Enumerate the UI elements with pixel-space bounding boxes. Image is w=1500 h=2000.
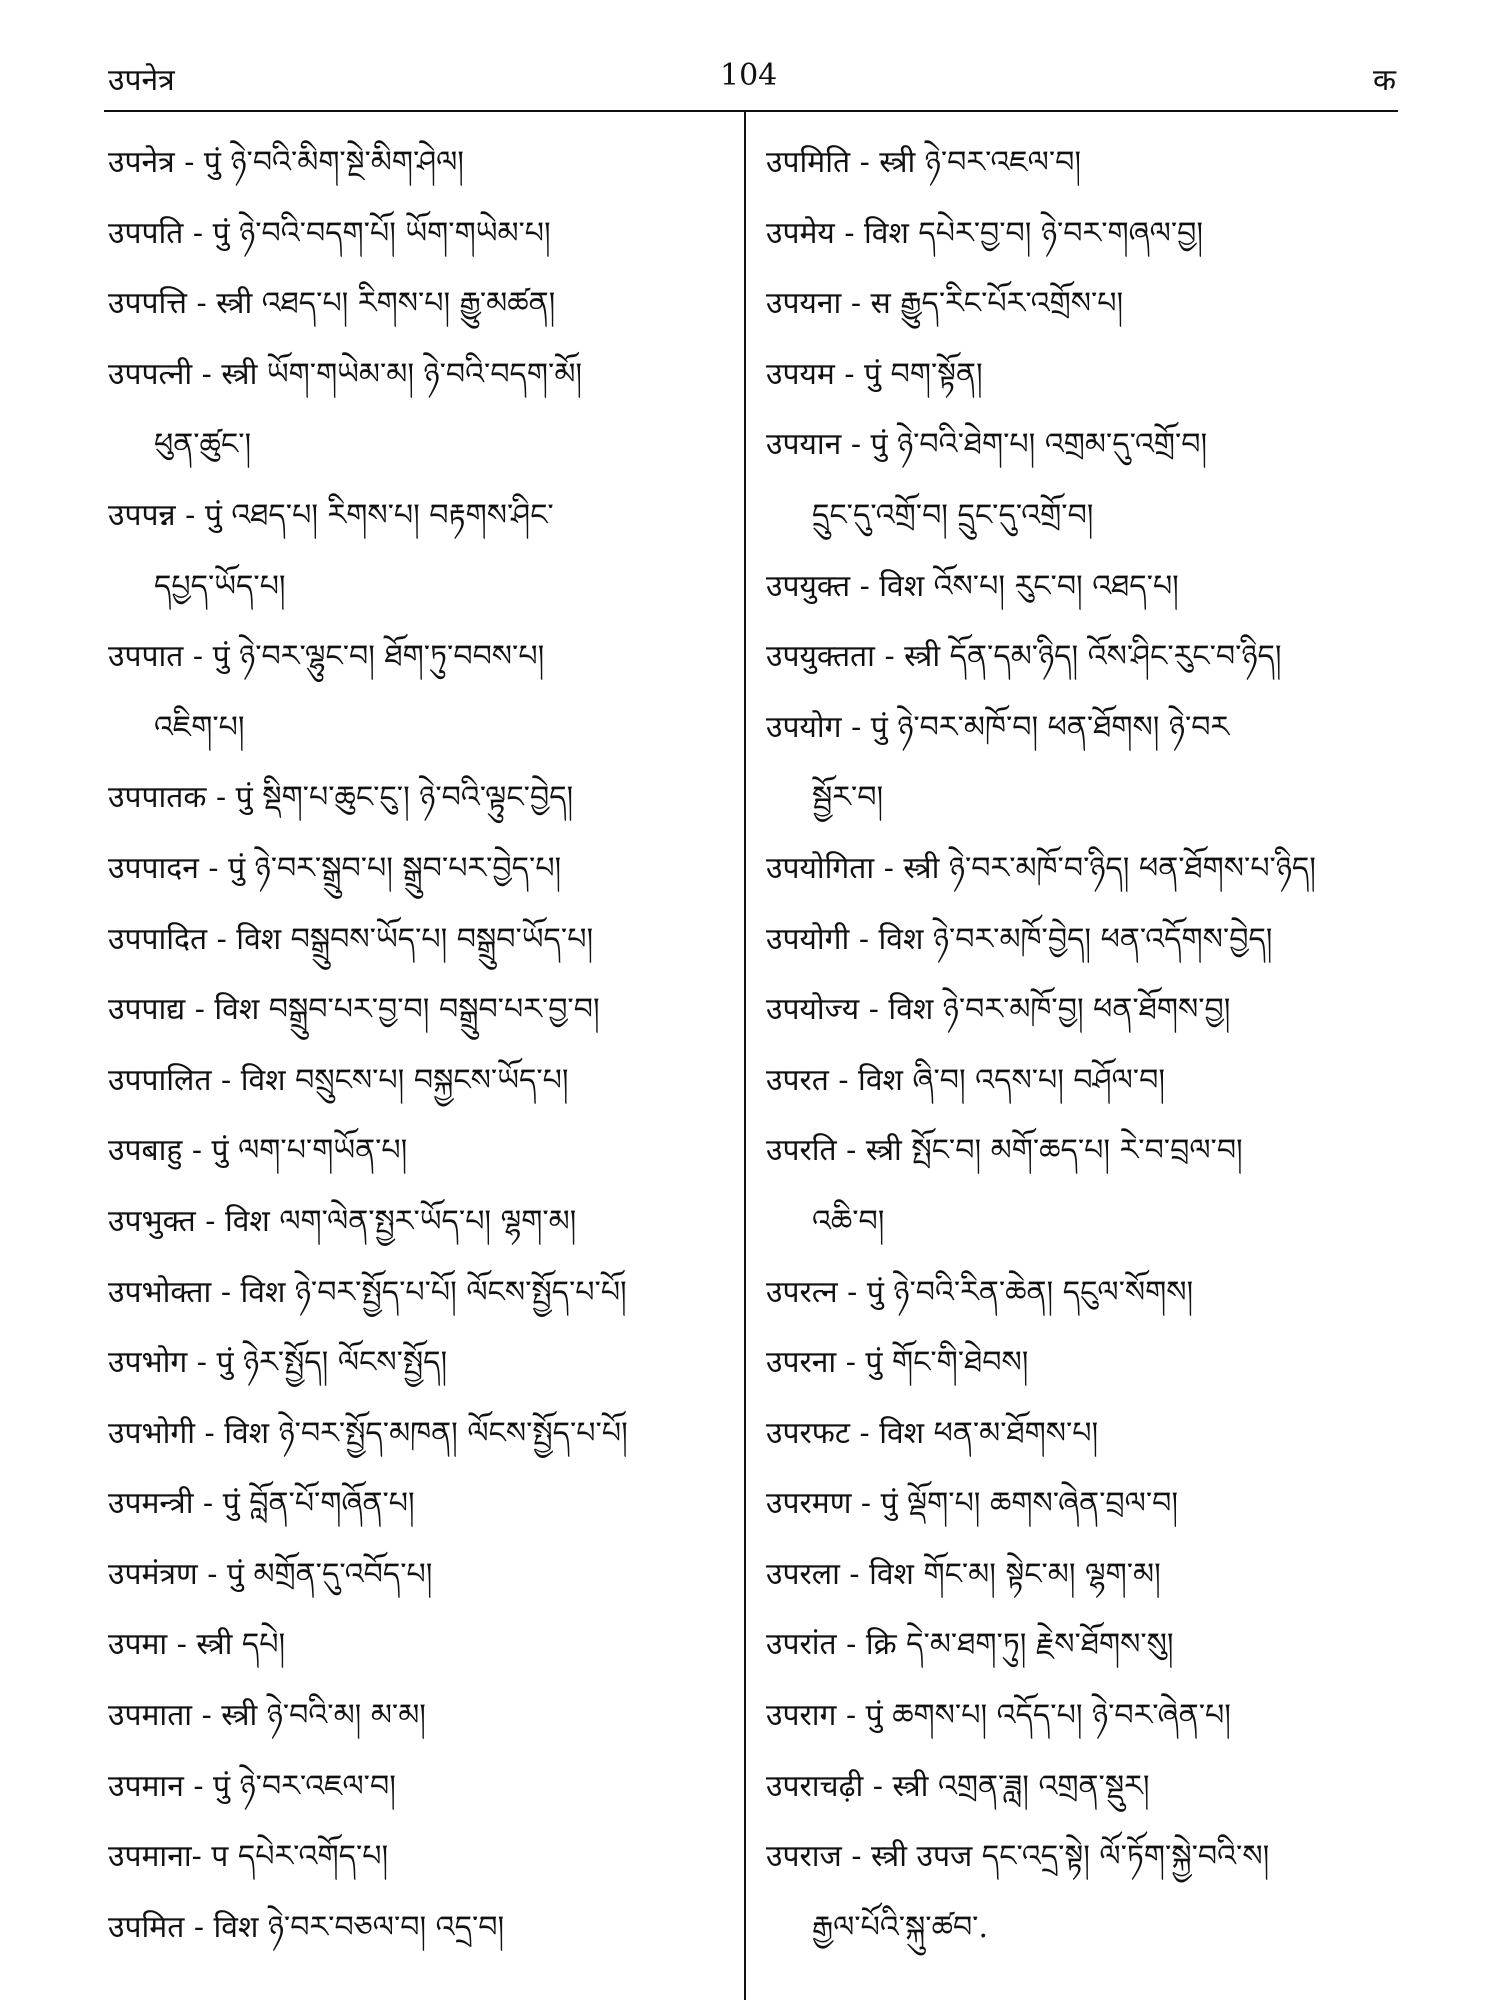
page-header — [104, 58, 1396, 108]
dictionary-entry: उपयोगी - विश ཉེ་བར་མཁོ་བྱེད། ཕན་འདོགས་བྱེད། — [766, 921, 1273, 957]
dictionary-entry: उपयोग - पुं ཉེ་བར་མཁོ་བ། ཕན་ཐོགས། ཉེ་བར — [766, 709, 1230, 745]
dictionary-entry: उपराग - पुं ཆགས་པ། འདོད་པ། ཉེ་བར་ཞེན་པ། — [766, 1698, 1231, 1734]
left-column — [108, 128, 728, 1963]
dictionary-entry: उपपन्न - पुं འཐད་པ། རིགས་པ། བརྟགས་ཤིང་ — [108, 497, 554, 533]
page-number: 104 — [720, 58, 778, 93]
dictionary-entry: उपमन्त्री - पुं བློན་པོ་གཞོན་པ། — [108, 1486, 415, 1522]
dictionary-entry: उपनेत्र - पुं ཉེ་བའི་མིག་སྔེ་མིག་ཤེལ། — [108, 145, 464, 180]
dictionary-entry: उपराज - स्त्री उपज དང་འདྲ་སྟེ། ལོ་ཏོག་སྐྱེ་བའི་ས། — [766, 1839, 1270, 1875]
dictionary-entry: उपपत्नी - स्त्री ཡོག་གཡེམ་མ། ཉེ་བའི་བདག་མོ། — [108, 356, 583, 392]
dictionary-entry: उपरांत - क्रि དེ་མ་ཐག་ཏུ། རྗེས་ཐོགས་སུ། — [766, 1627, 1174, 1663]
dictionary-entry: उपपत्ति - स्त्री འཐད་པ། རིགས་པ། རྒྱུ་མཚན། — [108, 286, 556, 322]
column-divider — [744, 112, 746, 2000]
dictionary-entry: उपभोग - पुं ཉེར་སྤྱོད། ལོངས་སྤྱོད། — [108, 1345, 448, 1381]
entry-continuation: ཕུན་ཚུང་། — [154, 427, 252, 463]
dictionary-entry: उपपादन - पुं ཉེ་བར་སྒྲུབ་པ། སྒྲུབ་པར་བྱེད་པ། — [108, 850, 562, 886]
dictionary-entry: उपभोक्ता - विश ཉེ་བར་སྤྱོད་པ་པོ། ལོངས་སྤྱོད་པ་པོ། — [108, 1274, 627, 1310]
dictionary-entry: उपरत - विश ཞི་བ། འདས་པ། བཤོལ་བ། — [766, 1062, 1165, 1098]
dictionary-entry: उपमाता - स्त्री ཉེ་བའི་མ། མ་མ། — [108, 1698, 426, 1734]
entry-continuation: འཆི་བ། — [812, 1203, 885, 1239]
dictionary-entry: उपराचढ़ी - स्त्री འགྲན་ཟླ། འགྲན་སྡུར། — [766, 1768, 1150, 1804]
dictionary-entry: उपरमण - पुं ལྡོག་པ། ཆགས་ཞེན་བྲལ་བ། — [766, 1486, 1179, 1522]
dictionary-entry: उपपात - पुं ཉེ་བར་ལྷུང་བ། ཐོག་ཏུ་བབས་པ། — [108, 639, 545, 675]
entry-continuation: སྦྱོར་བ། — [812, 780, 884, 816]
running-head-left: उपनेत्र — [108, 63, 175, 98]
dictionary-entry: उपपति - पुं ཉེ་བའི་བདག་པོ། ཡོག་གཡེམ་པ། — [108, 215, 551, 251]
dictionary-entry: उपयना - स རྒྱུད་རིང་པོར་འགྲོས་པ། — [766, 286, 1124, 322]
entry-continuation: འཇིག་པ། — [154, 709, 245, 745]
dictionary-entry: उपपादित - विश བསྒྲུབས་ཡོད་པ། བསྒྲུབ་ཡོད་པ། — [108, 921, 594, 957]
entry-continuation: རྒྱལ་པོའི་སྐུ་ཚབ་. — [812, 1909, 989, 1945]
dictionary-entry: उपमंत्रण - पुं མགྲོན་དུ་འབོད་པ། — [108, 1556, 433, 1592]
dictionary-entry: उपरना - पुं གོང་གི་ཐེབས། — [766, 1345, 1029, 1381]
dictionary-entry: उपरफट - विश ཕན་མ་ཐོགས་པ། — [766, 1415, 1099, 1451]
dictionary-entry: उपपालित - विश བསྲུངས་པ། བསྐྱངས་ཡོད་པ། — [108, 1062, 569, 1098]
running-head-right: क — [1372, 63, 1396, 98]
dictionary-entry: उपमित - विश ཉེ་བར་བཅལ་བ། འདྲ་བ། — [108, 1909, 505, 1945]
dictionary-entry: उपयोज्य - विश ཉེ་བར་མཁོ་བྱ། ཕན་ཐོགས་བྱ། — [766, 992, 1231, 1028]
dictionary-entry: उपरत्न - पुं ཉེ་བའི་རིན་ཆེན། དངུལ་སོགས། — [766, 1274, 1194, 1310]
dictionary-entry: उपरति - स्त्री སྤོང་བ། མགོ་ཆད་པ། རེ་བ་བྲལ་བ། — [766, 1133, 1243, 1169]
dictionary-entry: उपरला - विश གོང་མ། སྟེང་མ། ལྷག་མ། — [766, 1556, 1161, 1592]
dictionary-entry: उपयुक्तता - स्त्री དོན་དམ་ཉིད། འོས་ཤིང་རུང་བ་ཉིད། — [766, 639, 1282, 675]
dictionary-entry: उपमा - स्त्री དཔེ། — [108, 1627, 286, 1663]
dictionary-entry: उपमिति - स्त्री ཉེ་བར་འཇལ་བ། — [766, 145, 1082, 180]
dictionary-entry: उपयान - पुं ཉེ་བའི་ཐེག་པ། འགྲམ་དུ་འགྲོ་བ། — [766, 427, 1208, 463]
dictionary-entry: उपमाना- प དཔེར་འགོད་པ། — [108, 1839, 389, 1875]
dictionary-entry: उपपातक - पुं སྡིག་པ་ཆུང་ངུ་། ཉེ་བའི་ལྟུང་བྱེད། — [108, 780, 574, 816]
right-column — [766, 128, 1396, 1963]
dictionary-entry: उपमेय - विश དཔེར་བྱ་བ། ཉེ་བར་གཞལ་བྱ། — [766, 215, 1204, 251]
dictionary-entry: उपयम - पुं བག་སྟོན། — [766, 356, 983, 392]
dictionary-entry: उपयोगिता - स्त्री ཉེ་བར་མཁོ་བ་ཉིད། ཕན་ཐོགས་པ་ཉིད། — [766, 850, 1316, 886]
dictionary-entry: उपयुक्त - विश འོས་པ། རུང་བ། འཐད་པ། — [766, 568, 1179, 604]
dictionary-entry: उपबाहु - पुं ལག་པ་གཡོན་པ། — [108, 1133, 408, 1169]
entry-continuation: དྲུང་དུ་འགྲོ་བ། དྲུང་དུ་འགྲོ་བ། — [812, 497, 1094, 533]
dictionary-entry: उपपाद्य - विश བསྒྲུབ་པར་བྱ་བ། བསྒྲུབ་པར་བྱ་བ། — [108, 992, 600, 1028]
dictionary-entry: उपमान - पुं ཉེ་བར་འཇལ་བ། — [108, 1768, 396, 1804]
dictionary-entry: उपभुक्त - विश ལག་ལེན་སྤྱར་ཡོད་པ། ལྷག་མ། — [108, 1203, 577, 1239]
entry-continuation: དཔྱད་ཡོད་པ། — [154, 568, 286, 604]
dictionary-entry: उपभोगी - विश ཉེ་བར་སྤྱོད་མཁན། ལོངས་སྤྱོད་པ་པོ། — [108, 1415, 628, 1451]
header-rule — [104, 110, 1398, 112]
